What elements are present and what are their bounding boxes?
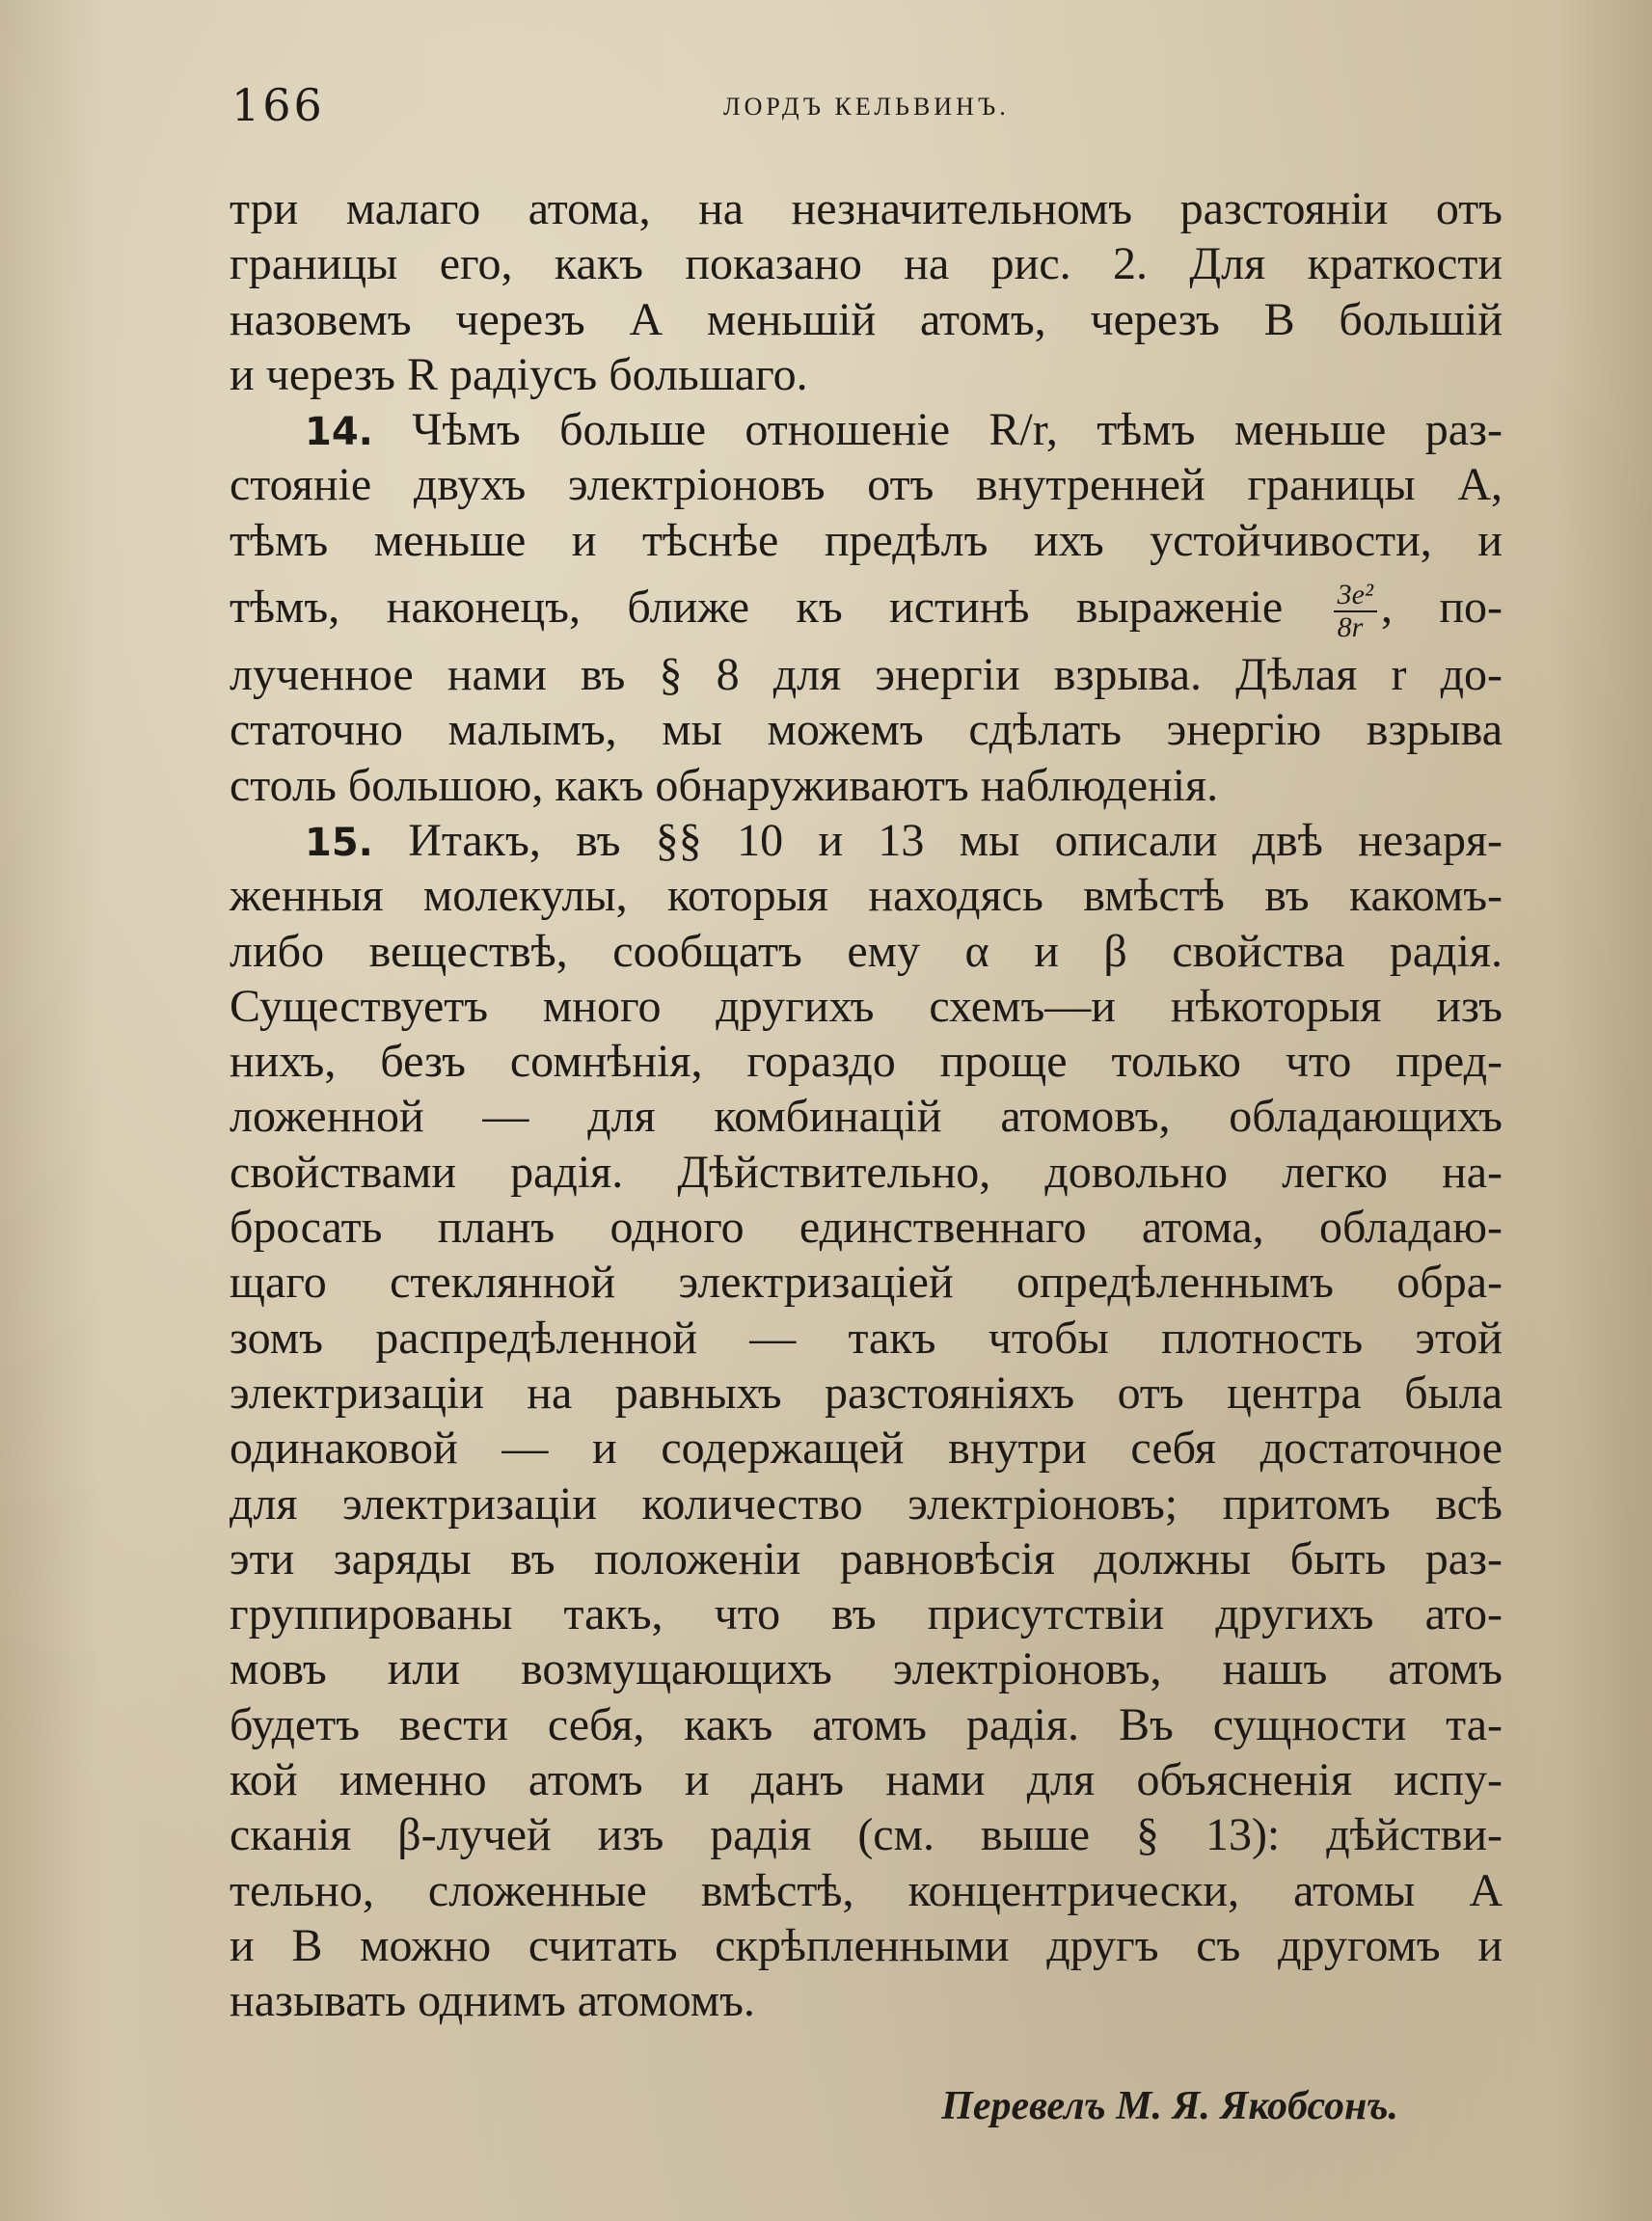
text-line: три малаго атома, на незначительномъ разстояніи отъ [230,183,1503,234]
page-header [231,79,1495,137]
text-line: либо веществѣ, сообщатъ ему α и β свойства радія. [230,925,1503,977]
translator-signature: Перевелъ М. Я. Якобсонъ. [941,2084,1398,2128]
paragraph-number-14: 14. [305,410,373,455]
formula-comma: , [1380,582,1393,634]
formula-line [230,568,1503,647]
page-number: 166 [231,79,325,131]
text-line: для электризаціи количество электріоновъ; притомъ всѣ [230,1477,1503,1530]
text-line: нихъ, безъ сомнѣнія, гораздо проще только что пред- [230,1036,1503,1088]
body-text [230,181,1503,2029]
formula-denominator: 8r [1337,611,1364,644]
text-line: свойствами радія. Дѣйствительно, довольно легко на- [230,1146,1503,1198]
text-line: назовемъ черезъ А меньшій атомъ, черезъ В большій [230,293,1503,345]
text-line: одинаковой — и содержащей внутри себя достаточное [230,1422,1503,1475]
paragraph-15-first-line [230,813,1503,868]
text-line: кой именно атомъ и данъ нами для объясненія испу- [230,1754,1503,1806]
text-line: мовъ или возмущающихъ электріоновъ, нашъ атомъ [230,1643,1503,1695]
text-line: стояніе двухъ электріоновъ отъ внутренней границы А, [230,459,1503,511]
text-line: эти заряды въ положеніи равновѣсія должны быть раз- [230,1532,1503,1584]
text-line: ложенной — для комбинацій атомовъ, обладающихъ [230,1091,1503,1143]
text-line: тельно, сложенные вмѣстѣ, концентрически, атомы А [230,1864,1503,1916]
text-line: будетъ вести себя, какъ атомъ радія. Въ сущности та- [230,1698,1503,1750]
text-line: называть однимъ атомомъ. [230,1975,755,2027]
text-line: Итакъ, въ §§ 10 и 13 мы описали двѣ незаря- [408,814,1503,866]
text-line: бросать планъ одного единственнаго атома, обладаю- [230,1202,1503,1254]
text-line: Существуетъ много другихъ схемъ—и нѣкоторыя изъ [230,980,1503,1032]
text-line: щаго стеклянной электризаціей опредѣленнымъ обра- [230,1257,1503,1309]
text-line: группированы такъ, что въ присутствіи другихъ ато- [230,1588,1503,1640]
formula-numerator: 3e² [1334,580,1377,612]
text-line: тѣмъ, наконецъ, ближе къ истинѣ выраженіе [230,582,1284,634]
text-line: электризаціи на равныхъ разстояніяхъ отъ центра была [230,1367,1503,1419]
energy-formula [1334,580,1377,643]
running-head: ЛОРДЪ КЕЛЬВИНЪ. [723,93,1010,121]
text-line: и черезъ R радіусъ большаго. [230,348,808,400]
paragraph-14-first-line [230,402,1503,457]
text-line: и В можно считать скрѣпленными другъ съ другомъ и [230,1919,1503,1971]
text-line: тѣмъ меньше и тѣснѣе предѣлъ ихъ устойчивости, и [230,514,1503,566]
text-line: по- [1439,582,1503,634]
text-line: статочно малымъ, мы можемъ сдѣлать энергію взрыва [230,704,1503,756]
text-line: сканія β-лучей изъ радія (см. выше § 13): дѣйстви- [230,1809,1503,1861]
text-line: Чѣмъ больше отношеніе R/r, тѣмъ меньше раз- [412,404,1503,456]
paragraph-number-15: 15. [305,820,373,865]
text-line: границы его, какъ показано на рис. 2. Для краткости [230,238,1503,290]
text-line: лученное нами въ § 8 для энергіи взрыва. Дѣлая r до- [230,649,1503,701]
text-line: женныя молекулы, которыя находясь вмѣстѣ въ какомъ- [230,870,1503,922]
text-line: зомъ распредѣленной — такъ чтобы плотность этой [230,1312,1503,1364]
text-line: столь большою, какъ обнаруживаютъ наблюденія. [230,759,1219,811]
